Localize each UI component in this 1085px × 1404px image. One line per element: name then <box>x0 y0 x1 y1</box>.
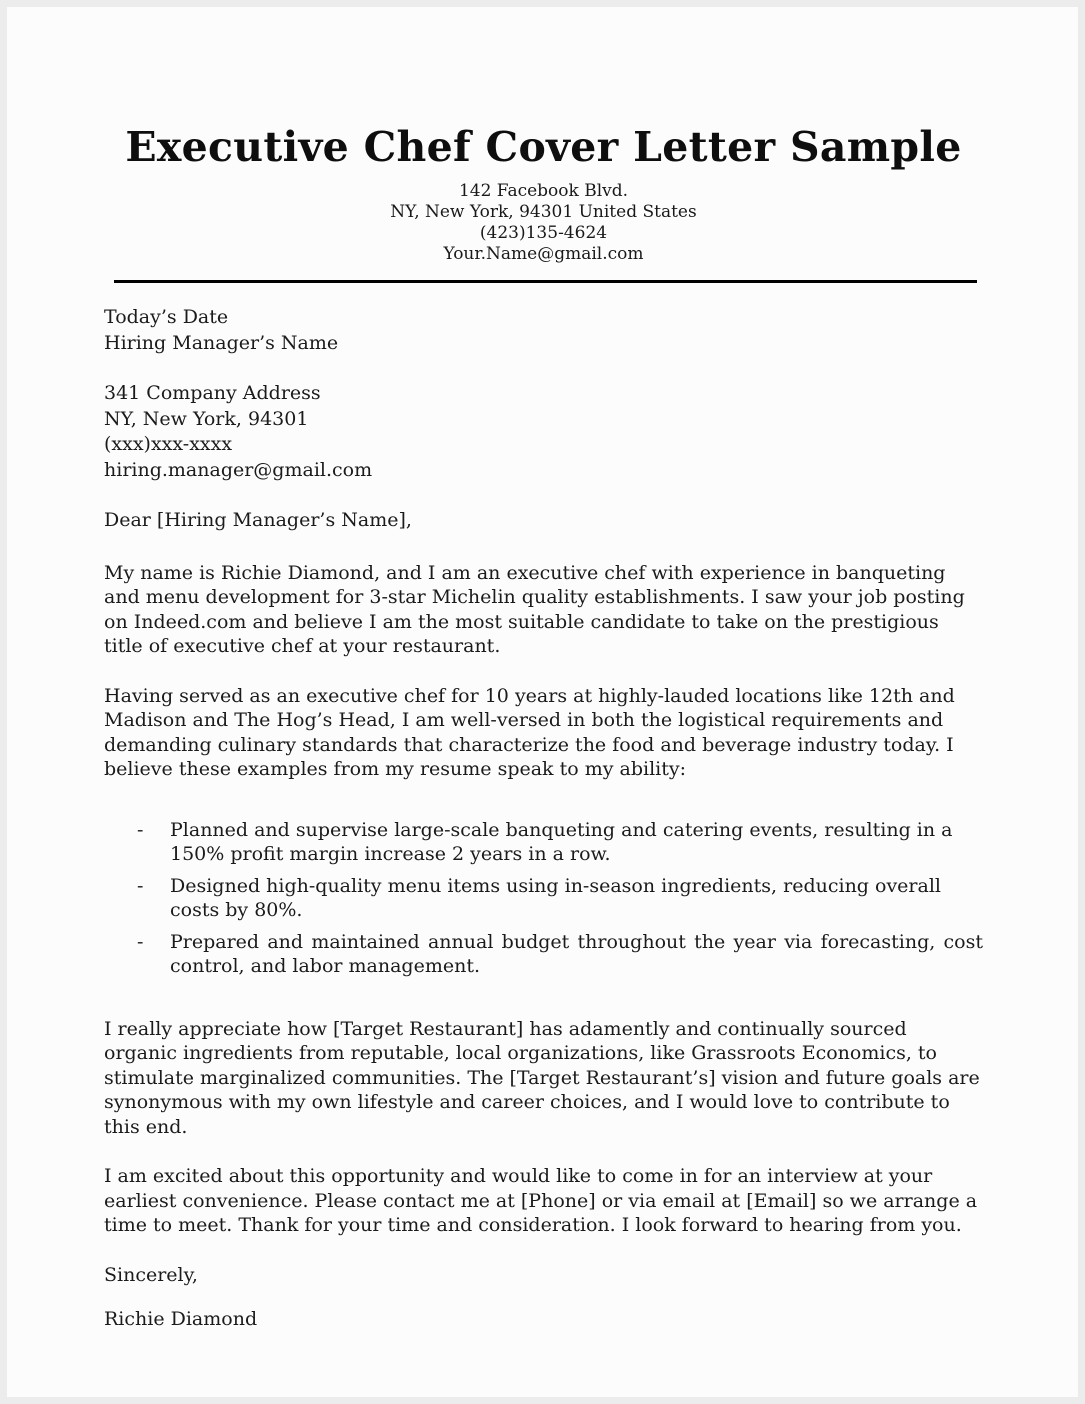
recipient-city-line: NY, New York, 94301 <box>104 407 309 430</box>
date-and-recipient-block <box>104 305 983 356</box>
list-item <box>104 874 983 923</box>
sender-phone: (423)135-4624 <box>479 223 608 243</box>
paragraph-closing: I am excited about this opportunity and would like to come in for an interview at your earliest convenience. Please contact me at [Phone] or via email at [Email] so we arrange a time to meet. Thank for your time and consideration. I look forward to hearing from you. <box>104 1165 978 1236</box>
bullet-marker: - <box>137 930 144 953</box>
recipient-address-block <box>104 381 983 483</box>
header-divider <box>114 280 977 283</box>
paragraph-experience: Having served as an executive chef for 10 years at highly-lauded locations like 12th and Madison and The Hog’s Head, I am well-versed in both the logistical requirements and demanding culinary standards that characterize the food and beverage industry today. I believe these examples from my resume speak to my ability: <box>104 684 955 780</box>
paragraph-intro: My name is Richie Diamond, and I am an executive chef with experience in banqueting and menu development for 3-star Michelin quality establishments. I saw your job posting on Indeed.com and believe I am the most suitable candidate to take on the prestigious title of executive chef at your restaurant. <box>104 561 965 657</box>
achievement-list <box>104 818 983 979</box>
sender-email: Your.Name@gmail.com <box>443 244 644 264</box>
paragraph-appreciation: I really appreciate how [Target Restaurant] has adamently and continually sourced organic ingredients from reputable, local organizations, like Grassroots Economics, to stimulate marginalized communities. The [Target Restaurant’s] vision and future goals are synonymous with my own lifestyle and career choices, and I would love to contribute to this end. <box>104 1017 980 1138</box>
bullet-text-banqueting: Planned and supervise large-scale banqueting and catering events, resulting in a 150% profit margin increase 2 years in a row. <box>170 818 953 865</box>
bullet-marker: - <box>137 818 144 841</box>
page-title: Executive Chef Cover Letter Sample <box>125 123 962 171</box>
sender-city-line: NY, New York, 94301 United States <box>390 202 697 222</box>
letter-body <box>104 305 983 1332</box>
signoff-closing: Sincerely, <box>104 1263 198 1286</box>
letter-header <box>104 123 983 283</box>
bullet-text-menu: Designed high-quality menu items using in-season ingredients, reducing overall costs by 80%. <box>170 874 941 921</box>
list-item <box>104 930 983 979</box>
salutation: Dear [Hiring Manager’s Name], <box>104 509 412 531</box>
recipient-email: hiring.manager@gmail.com <box>104 458 373 481</box>
recipient-company-address: 341 Company Address <box>104 382 321 404</box>
list-item <box>104 818 983 867</box>
bullet-text-budget: Prepared and maintained annual budget throughout the year via forecasting, cost control, and labor management. <box>170 930 983 977</box>
recipient-name: Hiring Manager’s Name <box>104 331 339 354</box>
cover-letter-page <box>7 7 1078 1397</box>
bullet-marker: - <box>137 874 144 897</box>
letter-date: Today’s Date <box>104 306 229 328</box>
recipient-phone: (xxx)xxx-xxxx <box>104 433 233 455</box>
signature-name: Richie Diamond <box>104 1308 258 1330</box>
sender-street-address: 142 Facebook Blvd. <box>458 181 629 201</box>
